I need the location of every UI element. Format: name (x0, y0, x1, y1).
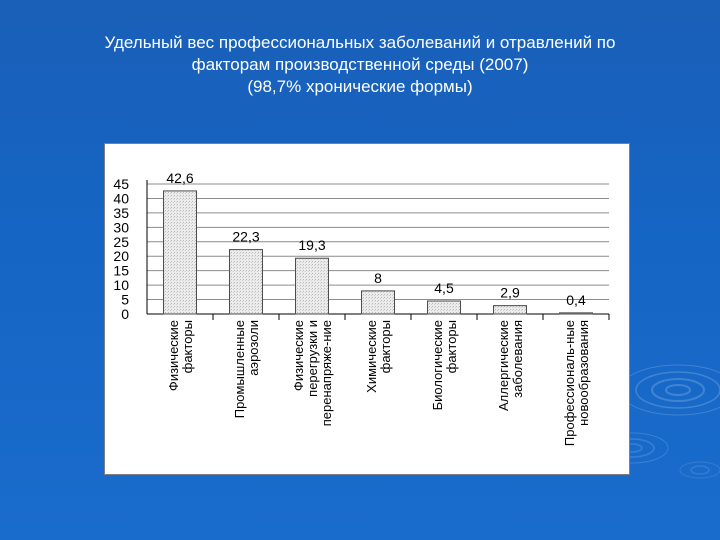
category-label-line: Профессиональ-ные (562, 320, 577, 447)
bar (362, 291, 395, 314)
category-label (430, 320, 459, 410)
category-label-line: факторы (444, 320, 459, 374)
category-label (496, 320, 525, 411)
category-label-line: новообразования (576, 320, 591, 426)
category-label-line: Физические (291, 320, 306, 392)
category-label (291, 320, 334, 426)
value-label: 4,5 (434, 280, 454, 296)
category-label (232, 320, 261, 418)
y-tick-label: 15 (113, 262, 129, 279)
value-label: 8 (374, 269, 382, 286)
y-tick-label: 30 (113, 219, 129, 236)
category-label-line: Биологические (430, 320, 445, 411)
value-label: 22,3 (232, 228, 260, 245)
category-label-line: Физические (166, 320, 181, 392)
category-label-line: перегрузки и (305, 320, 320, 397)
category-label-line: заболевания (510, 320, 525, 398)
category-label-line: факторы (378, 320, 393, 374)
slide-title (40, 32, 680, 98)
y-tick-label: 45 (113, 176, 129, 192)
category-label (562, 320, 591, 446)
category-label (364, 320, 393, 393)
bar (428, 301, 461, 314)
y-tick-label: 40 (113, 190, 129, 207)
slide-title-line: Удельный вес профессиональных заболеваний и отравлений по (104, 33, 616, 52)
bar (164, 191, 197, 314)
category-label-line: факторы (180, 320, 195, 374)
category-label (166, 320, 195, 391)
bar (560, 313, 593, 314)
bars (164, 191, 593, 314)
value-label: 2,9 (500, 284, 520, 301)
bar (296, 258, 329, 314)
category-label-line: перенапряже-ние (319, 320, 334, 427)
y-tick-label: 0 (121, 306, 129, 322)
bar (230, 250, 263, 314)
y-tick-label: 35 (113, 204, 129, 221)
bar (494, 306, 527, 314)
y-tick-label: 5 (121, 291, 129, 308)
category-label-line: Аллергические (496, 320, 511, 411)
category-label-line: аэрозоли (246, 320, 261, 376)
slide-title-line: факторам производственной среды (2007) (191, 55, 529, 74)
category-label-line: Промышленные (232, 320, 247, 419)
y-tick-label: 25 (113, 233, 129, 250)
value-label: 19,3 (298, 237, 326, 254)
bar-chart (105, 144, 631, 476)
y-tick-label: 20 (113, 248, 129, 265)
category-label-line: Химические (364, 320, 379, 393)
y-tick-label: 10 (113, 277, 129, 294)
value-label: 42,6 (166, 169, 194, 186)
slide-title-line: (98,7% хронические формы) (247, 77, 473, 96)
value-label: 0,4 (566, 291, 586, 308)
chart-panel (104, 143, 630, 475)
